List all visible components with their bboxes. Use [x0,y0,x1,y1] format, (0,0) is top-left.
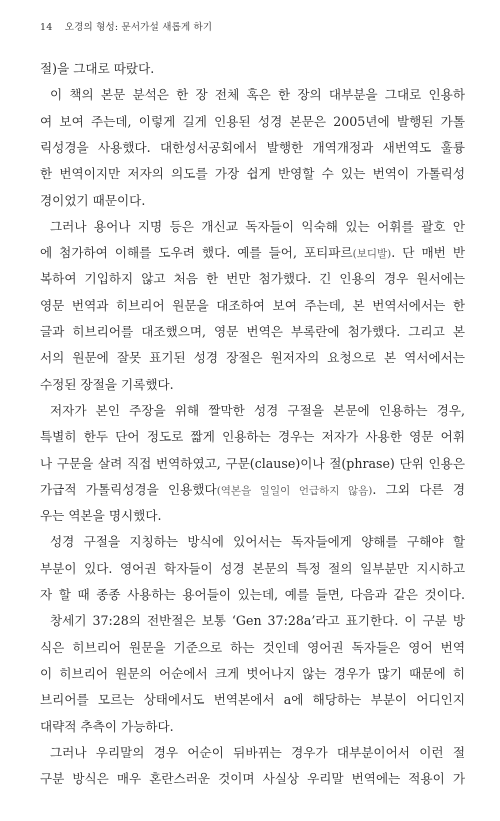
line-text: 복하여 기입하지 않고 처음 한 번만 첨가했다. 긴 인용의 경우 원서에는 [40,271,465,287]
line-text: 경이었기 때문이다. [40,192,146,208]
text-line [40,582,465,608]
text-line [40,188,145,214]
paragraph-first-line [40,82,465,108]
text-line [40,135,465,161]
line-text: 그러나 우리말의 경우 어순이 뒤바뀌는 경우가 대부분이어서 이런 절 [50,744,465,760]
line-text: 브리어를 모르는 상태에서도 번역본에서 a에 해당하는 부분이 어디인지 [40,692,465,708]
text-line [40,109,465,135]
text-line [40,451,465,477]
page-number: 14 [40,22,53,33]
paragraph-first-line [40,398,465,424]
text-line [40,766,465,792]
line-text-continued: . 그외 다른 경 [372,481,466,497]
line-text: 부분이 있다. 영어권 학자들이 성경 본문의 특정 절의 일부분만 지시하고 [40,560,465,576]
line-text: 대략적 추측이 가능하다. [40,718,174,734]
line-text: 한 번역이지만 저자의 의도를 가장 쉽게 반영할 수 있는 번역이 가톨릭성 [40,166,465,182]
paragraph-first-line [40,740,465,766]
line-text: 여 보여 주는데, 이렇게 길게 인용된 성경 본문은 2005년에 발행된 가톨 [40,113,465,129]
line-text: 특별히 한두 단어 정도로 짧게 인용하는 경우는 저자가 사용한 영문 어휘 [40,429,465,445]
text-line [40,293,465,319]
text-line [40,687,465,713]
text-line [40,240,465,266]
line-text: 성경 구절을 지칭하는 방식에 있어서는 독자들에게 양해를 구해야 할 [50,534,465,550]
line-text: 이 책의 본문 분석은 한 장 전체 혹은 한 장의 대부분을 그대로 인용하 [50,87,465,103]
line-text: 자 할 때 종종 사용하는 용어들이 있는데, 예를 들면, 다음과 같은 것이다. [40,587,465,602]
text-line [40,161,465,187]
text-line [40,556,465,582]
text-line [40,635,465,661]
paragraph-first-line [40,608,465,634]
text-line [40,345,465,371]
paragraph-first-line [40,529,465,555]
line-text: 창세기 37:28의 전반절은 보통 ‘Gen 37:28a’라고 표기한다. 이 구분 방 [50,613,465,629]
line-text: 구분 방식은 매우 혼란스러운 것이며 사실상 우리말 번역에는 적용이 가 [40,771,465,787]
line-text: 나 구문을 살려 직접 번역하였고, 구문(clause)이나 절(phrase) 단위 인용은 [40,455,465,471]
inline-note: (보디발) [352,248,392,261]
text-line [40,266,465,292]
text-line [40,319,465,345]
line-text: 우는 역본을 명시했다. [40,508,162,524]
text-line [40,503,162,529]
running-title: 오경의 형성: 문서가설 새롭게 하기 [64,22,213,33]
text-line [40,661,465,687]
line-text: 에 첨가하여 이해를 도우려 했다. 예를 들어, 포티파르 [40,245,353,261]
text-line [40,424,465,450]
line-text: 식은 히브리어 원문을 기준으로 하는 것인데 영어권 독자들은 영어 번역 [40,639,465,655]
line-text: 저자가 본인 주장을 위해 짤막한 성경 구절을 본문에 인용하는 경우, [50,402,465,418]
paragraph-first-line [40,214,465,240]
text-line [40,56,154,82]
line-text: 수정된 장절을 기록했다. [40,376,174,392]
line-text: 릭성경을 사용했다. 대한성서공회에서 발행한 개역개정과 새번역도 훌륭 [40,139,465,155]
line-text: 영문 번역과 히브리어 원문을 대조하여 보여 주는데, 본 번역서에서는 한 [40,297,465,313]
line-text: 글과 히브리어를 대조했으며, 영문 번역은 부록란에 첨가했다. 그리고 본 [40,324,465,339]
inline-note: (역본을 일일이 언급하지 않음) [216,484,373,497]
text-line [40,372,174,398]
line-text: 가급적 가톨릭성경을 인용했다 [40,481,217,497]
running-header [40,19,212,33]
line-text: 서의 원문에 잘못 표기된 성경 장절은 원저자의 요청으로 본 역서에서는 [40,350,465,366]
line-text: 절)을 그대로 따랐다. [40,61,155,76]
text-line [40,477,465,503]
line-text: 이 히브리어 원문의 어순에서 크게 벗어나지 않는 경우가 많기 때문에 히 [40,665,465,681]
line-text: 그러나 용어나 지명 등은 개신교 독자들이 익숙해 있는 어휘를 괄호 안 [50,218,465,234]
text-line [40,714,174,740]
line-text-continued: . 단 매번 반 [391,245,465,261]
